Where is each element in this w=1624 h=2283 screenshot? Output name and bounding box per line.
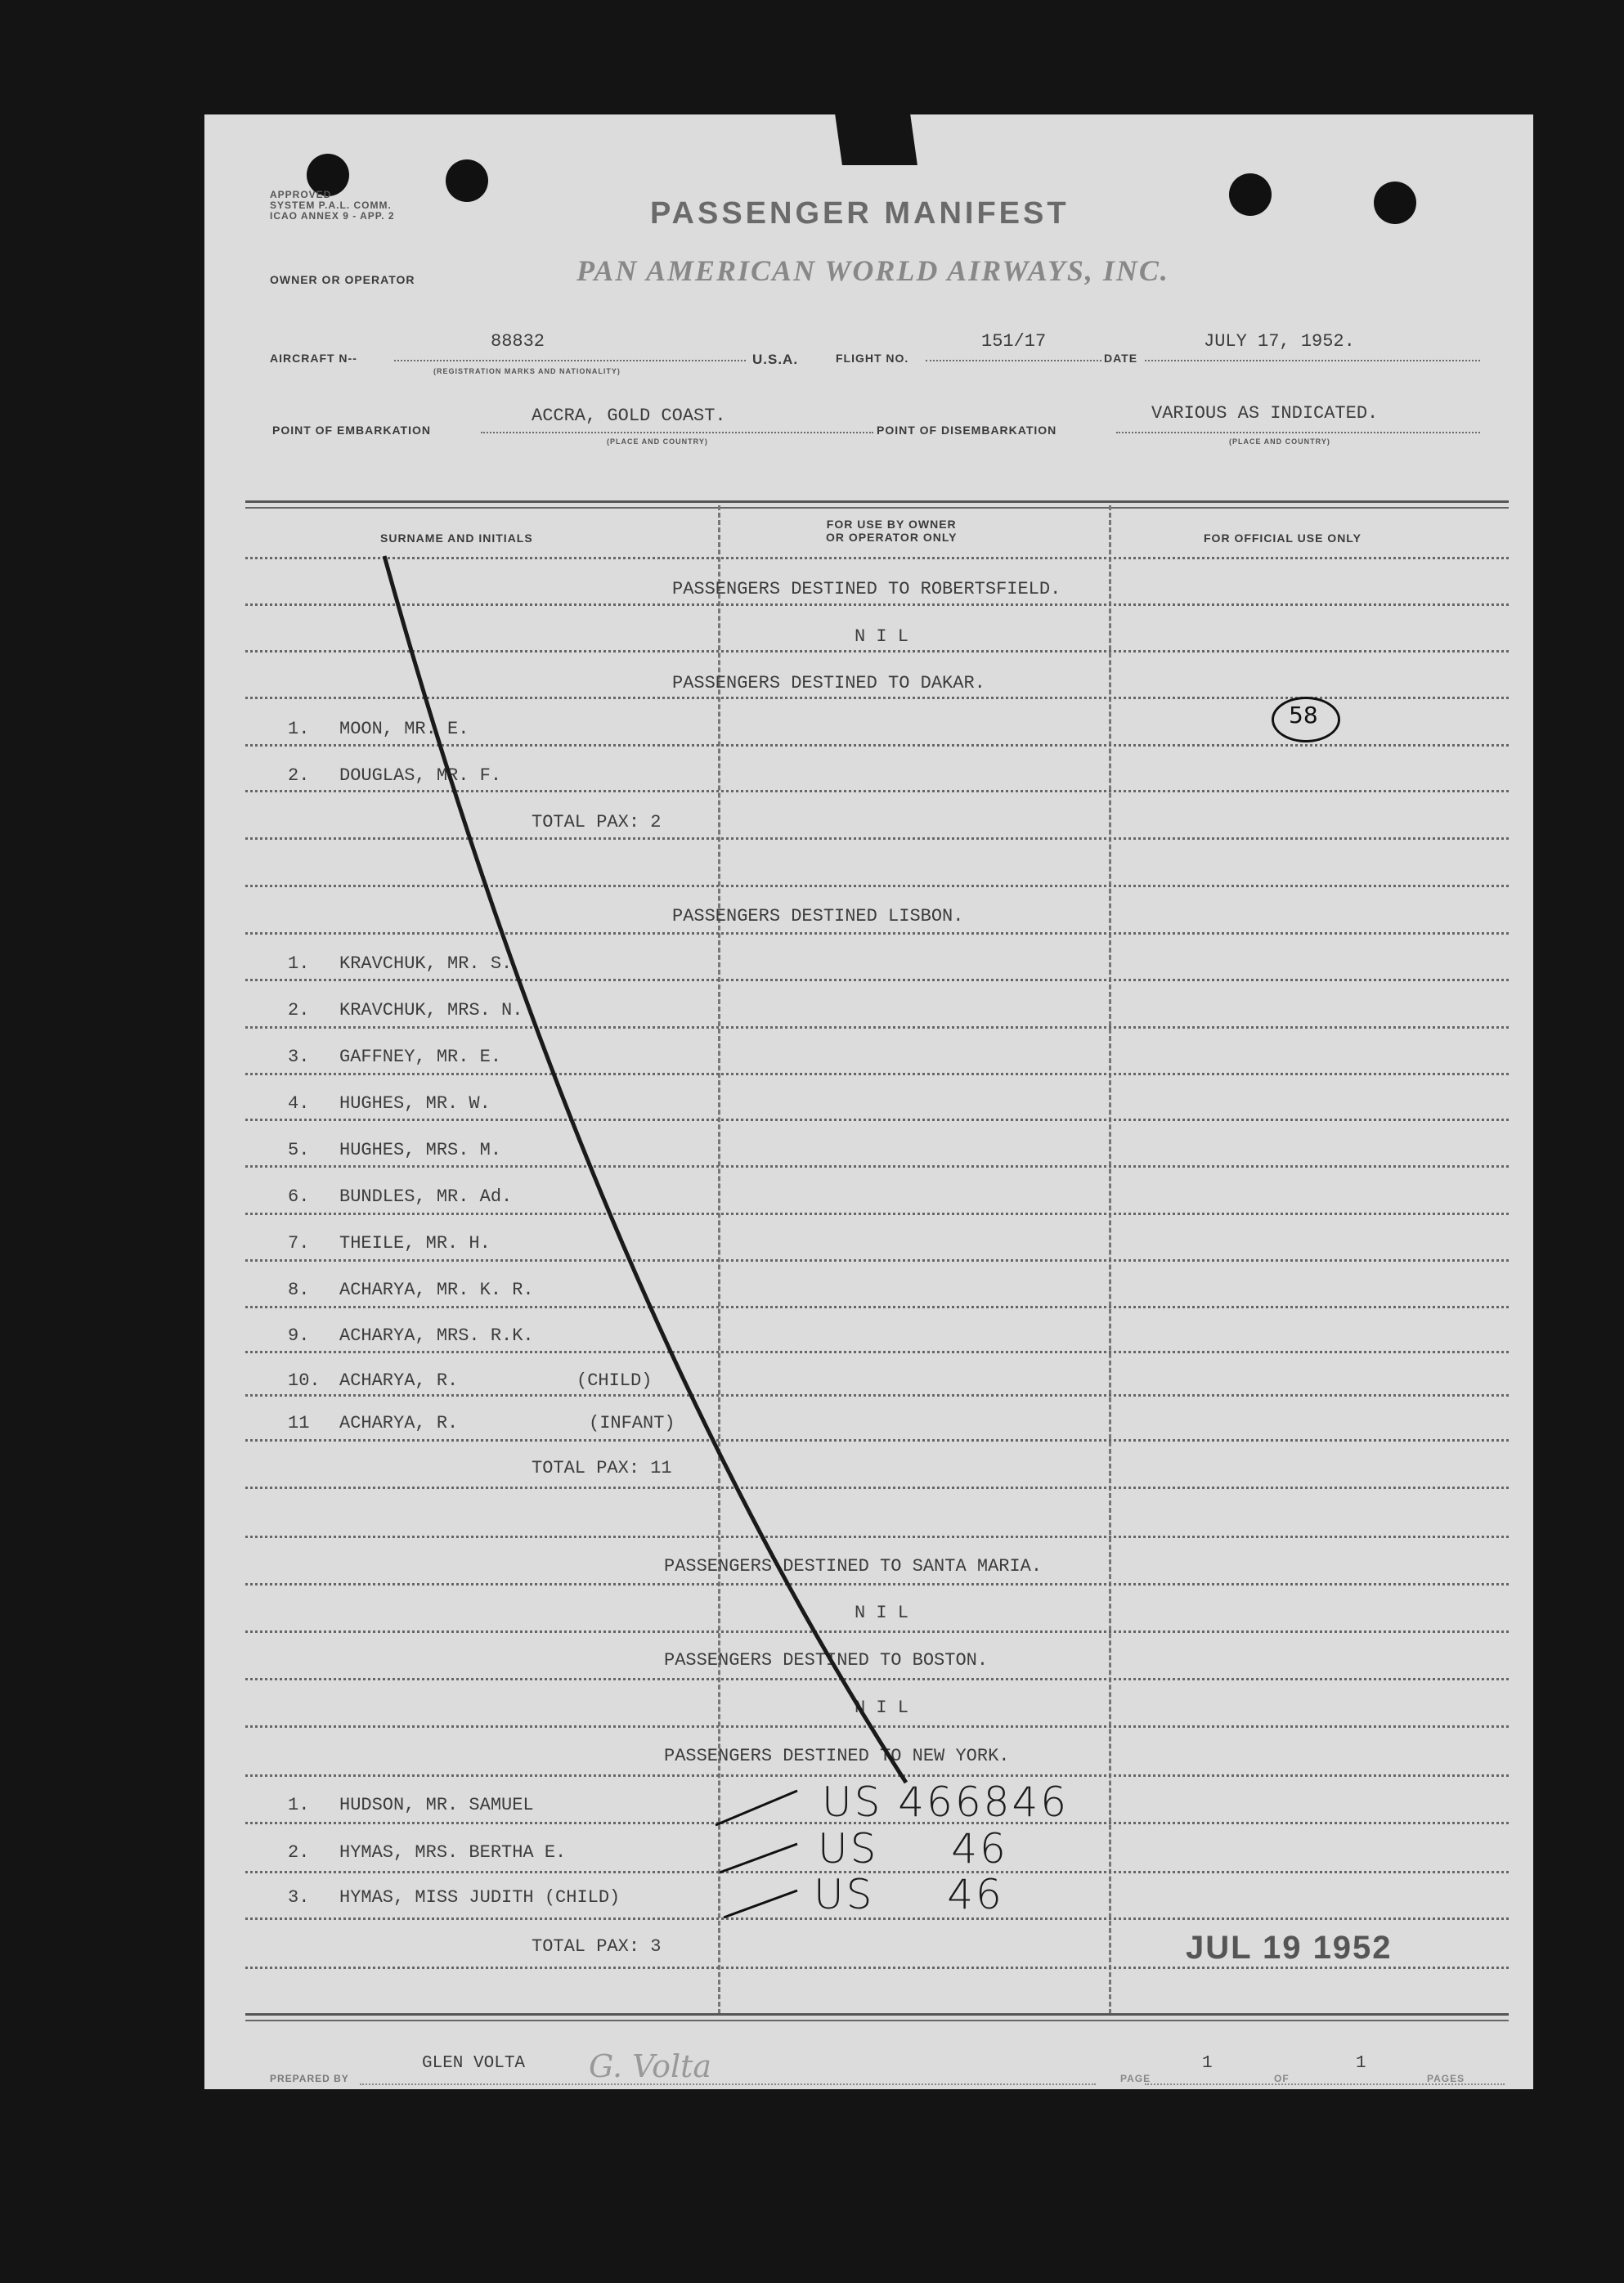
handwritten-passport-1: US 466846 xyxy=(822,1778,1070,1826)
passenger-name: ACHARYA, MR. K. R. xyxy=(339,1280,534,1300)
flight-value: 151/17 xyxy=(981,331,1047,352)
row-number: 4. xyxy=(288,1093,310,1114)
row-number: 10. xyxy=(288,1370,321,1391)
passenger-name: KRAVCHUK, MRS. N. xyxy=(339,1000,523,1020)
row-number: 7. xyxy=(288,1233,310,1254)
passenger-name: HUDSON, MR. SAMUEL xyxy=(339,1795,534,1815)
passenger-name: DOUGLAS, MR. F. xyxy=(339,765,502,786)
owner-label: OWNER OR OPERATOR xyxy=(270,273,415,286)
disembarkation-value: VARIOUS AS INDICATED. xyxy=(1151,403,1379,424)
total-pax: TOTAL PAX: 2 xyxy=(532,812,662,832)
disembarkation-sublabel: (PLACE AND COUNTRY) xyxy=(1229,437,1330,446)
total-pax: TOTAL PAX: 3 xyxy=(532,1936,662,1957)
nil-entry: N I L xyxy=(855,626,909,647)
row-number: 1. xyxy=(288,1795,310,1815)
date-label: DATE xyxy=(1104,352,1138,365)
handwritten-passport-2: US 46 xyxy=(818,1825,1008,1873)
row-number: 8. xyxy=(288,1280,310,1300)
destination-heading: PASSENGERS DESTINED TO NEW YORK. xyxy=(664,1746,1010,1766)
col-header-official: FOR OFFICIAL USE ONLY xyxy=(1204,532,1362,545)
signature: G. Volta xyxy=(589,2048,712,2084)
page-label: PAGE xyxy=(1120,2073,1151,2084)
passenger-name: HUGHES, MR. W. xyxy=(339,1093,491,1114)
nil-entry: N I L xyxy=(855,1698,909,1718)
row-number: 3. xyxy=(288,1047,310,1067)
passenger-name: MOON, MR. E. xyxy=(339,719,469,739)
passenger-name: GAFFNEY, MR. E. xyxy=(339,1047,502,1067)
date-value: JULY 17, 1952. xyxy=(1204,331,1355,352)
page-title: PASSENGER MANIFEST xyxy=(650,196,1070,231)
row-number: 2. xyxy=(288,765,310,786)
aircraft-label: AIRCRAFT N-- xyxy=(270,352,357,365)
row-number: 2. xyxy=(288,1842,310,1863)
row-number: 6. xyxy=(288,1186,310,1207)
destination-heading: PASSENGERS DESTINED LISBON. xyxy=(672,906,964,926)
prepared-by-label: PREPARED BY xyxy=(270,2073,349,2084)
passenger-name: ACHARYA, R. xyxy=(339,1370,459,1391)
row-number: 2. xyxy=(288,1000,310,1020)
nil-entry: N I L xyxy=(855,1603,909,1623)
embarkation-label: POINT OF EMBARKATION xyxy=(272,424,431,437)
row-number: 5. xyxy=(288,1140,310,1160)
aircraft-value: 88832 xyxy=(491,331,545,352)
prepared-by-value: GLEN VOLTA xyxy=(422,2054,526,2073)
row-number: 3. xyxy=(288,1887,310,1908)
embarkation-value: ACCRA, GOLD COAST. xyxy=(532,406,726,426)
passenger-note: (INFANT) xyxy=(589,1413,675,1433)
of-label: OF xyxy=(1274,2073,1290,2084)
passenger-name: KRAVCHUK, MR. S. xyxy=(339,953,513,974)
col-header-owner-use: FOR USE BY OWNER OR OPERATOR ONLY xyxy=(826,518,958,544)
col-header-surname: SURNAME AND INITIALS xyxy=(380,532,533,545)
passenger-name: ACHARYA, MRS. R.K. xyxy=(339,1325,534,1346)
date-stamp: JUL 19 1952 xyxy=(1186,1930,1393,1966)
passenger-name: ACHARYA, R. xyxy=(339,1413,459,1433)
total-pax: TOTAL PAX: 11 xyxy=(532,1458,672,1478)
pages-label: PAGES xyxy=(1427,2073,1465,2084)
row-number: 1. xyxy=(288,953,310,974)
registration-sublabel: (REGISTRATION MARKS AND NATIONALITY) xyxy=(433,367,621,375)
destination-heading: PASSENGERS DESTINED TO DAKAR. xyxy=(672,673,985,693)
passenger-name: HUGHES, MRS. M. xyxy=(339,1140,502,1160)
embarkation-sublabel: (PLACE AND COUNTRY) xyxy=(607,437,708,446)
flight-label: FLIGHT NO. xyxy=(836,352,909,365)
passenger-name: BUNDLES, MR. Ad. xyxy=(339,1186,513,1207)
row-number: 9. xyxy=(288,1325,310,1346)
row-number: 1. xyxy=(288,719,310,739)
airline-name: PAN AMERICAN WORLD AIRWAYS, INC. xyxy=(576,254,1169,287)
country-label: U.S.A. xyxy=(752,352,799,367)
passenger-name: HYMAS, MISS JUDITH (CHILD) xyxy=(339,1887,621,1908)
page-value: 1 xyxy=(1202,2054,1213,2073)
destination-heading: PASSENGERS DESTINED TO BOSTON. xyxy=(664,1650,989,1671)
of-value: 1 xyxy=(1356,2054,1366,2073)
approval-note: APPROVED SYSTEM P.A.L. COMM. ICAO ANNEX 9 - APP. 2 xyxy=(270,189,395,222)
passenger-name: HYMAS, MRS. BERTHA E. xyxy=(339,1842,567,1863)
destination-heading: PASSENGERS DESTINED TO ROBERTSFIELD. xyxy=(672,579,1061,599)
row-number: 11 xyxy=(288,1413,310,1433)
destination-heading: PASSENGERS DESTINED TO SANTA MARIA. xyxy=(664,1556,1043,1577)
passenger-name: THEILE, MR. H. xyxy=(339,1233,491,1254)
official-number: 58 xyxy=(1289,702,1318,729)
disembarkation-label: POINT OF DISEMBARKATION xyxy=(877,424,1057,437)
passenger-note: (CHILD) xyxy=(576,1370,653,1391)
handwritten-passport-3: US 46 xyxy=(814,1871,1004,1918)
